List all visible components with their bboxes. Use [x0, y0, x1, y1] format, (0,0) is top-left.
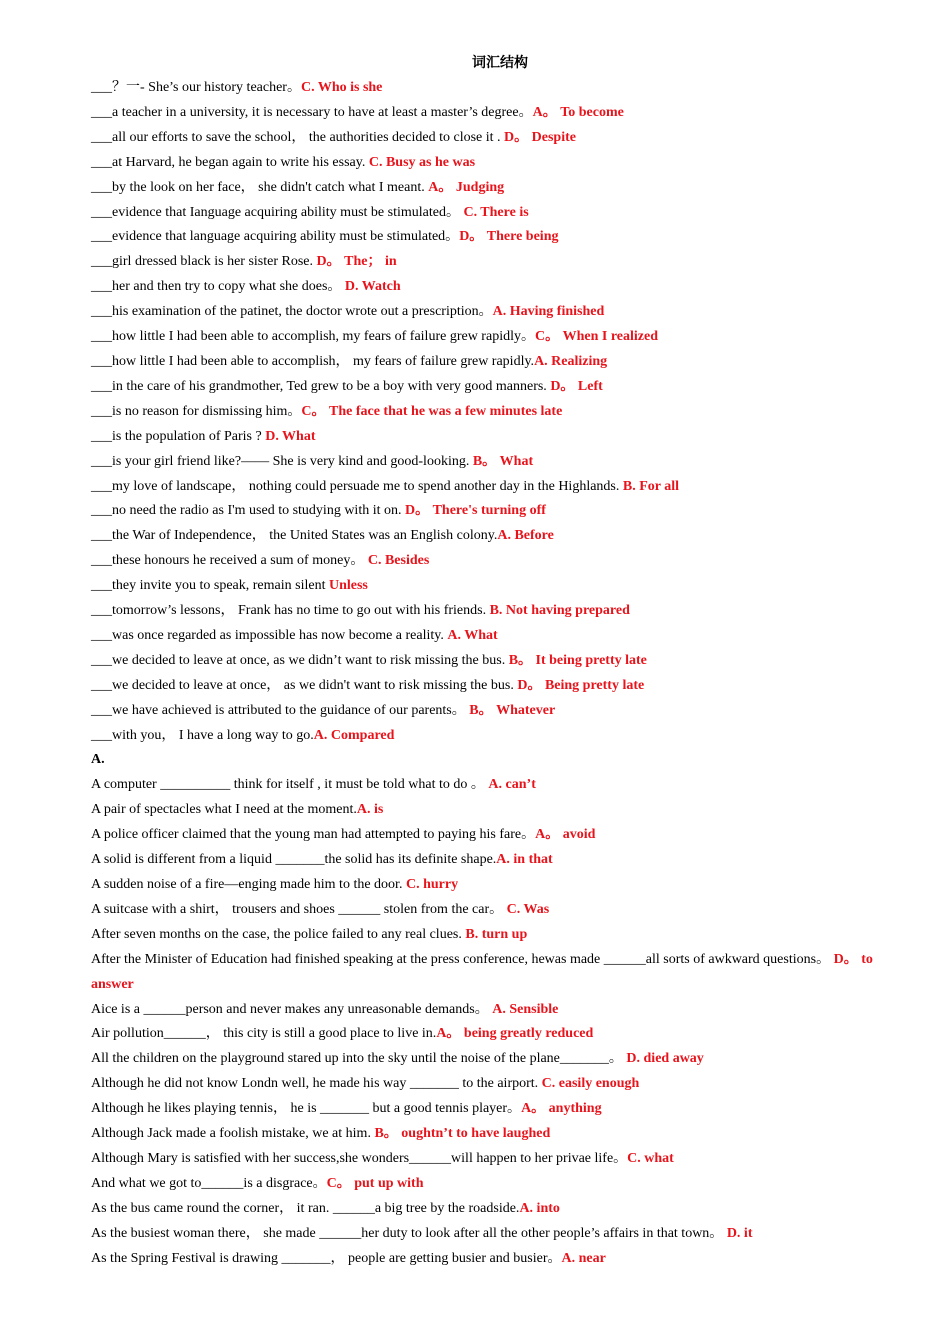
question-text: ___a teacher in a university, it is necessary to have at least a master’s degree。 [91, 104, 533, 120]
answer-text: A。 avoid [535, 827, 596, 843]
question-item [91, 898, 911, 923]
question-item [91, 574, 911, 599]
answer-text: D. it [726, 1225, 753, 1241]
question-text: A solid is different from a liquid _______the solid has its definite shape. [91, 852, 497, 868]
question-text: ___evidence that Ianguage acquiring ability must be stimulated。 [91, 204, 464, 220]
question-item [91, 450, 911, 475]
answer-text: D。 Being pretty late [517, 677, 645, 693]
question-text: As the Spring Festival is drawing _______， people are getting busier and busier。 [91, 1250, 562, 1266]
question-text: ___his examination of the patinet, the doctor wrote out a prescription。 [91, 304, 493, 320]
question-text: Although Jack made a foolish mistake, we at him. [91, 1126, 375, 1142]
question-text: ___？一- She’s our history teacher。 [91, 80, 301, 95]
question-item [91, 524, 911, 549]
question-text: ___is the population of Paris ? [91, 428, 266, 444]
answer-text: A. Sensible [492, 1001, 559, 1017]
section-heading: A. [91, 752, 105, 768]
question-text: A computer __________ think for itself , it must be told what to do 。 [91, 777, 489, 793]
question-item [91, 350, 911, 375]
answer-text: B。 Whatever [469, 702, 556, 718]
question-text: After the Minister of Education had finished speaking at the press conference, hewas made ______all sorts of awkward questions。 [91, 951, 834, 967]
question-text: A sudden noise of a fire—enging made him to the door. [91, 877, 406, 892]
question-text: And what we got to______is a disgrace。 [91, 1175, 327, 1191]
answer-text: B。 It being pretty late [508, 652, 647, 668]
question-item [91, 151, 911, 176]
question-item [91, 425, 911, 450]
question-item [91, 674, 911, 699]
answer-text: D。 There's turning off [404, 503, 546, 519]
answer-text: A。 being greatly reduced [436, 1026, 594, 1042]
answer-text: C. Besides [367, 553, 430, 569]
question-text: As the bus came round the corner， it ran. ______a big tree by the roadside. [91, 1200, 520, 1216]
answer-text: C. easily enough [541, 1076, 640, 1092]
question-item [91, 1147, 911, 1172]
question-item [91, 624, 911, 649]
answer-text: A. Before [497, 528, 554, 544]
answer-text: D. died away [626, 1051, 704, 1067]
answer-text: C. Busy as he was [368, 154, 476, 170]
question-text: Although he did not know Londn well, he made his way _______ to the airport. [91, 1076, 542, 1092]
question-text: ___evidence that language acquiring ability must be stimulated。 [91, 229, 460, 245]
answer-text: C。 put up with [326, 1175, 424, 1191]
question-text: ___these honours he received a sum of money。 [91, 553, 368, 569]
answer-text: B. For all [622, 478, 680, 494]
question-item [91, 1247, 911, 1272]
question-text: Air pollution______， this city is still a good place to live in. [91, 1026, 437, 1042]
question-item [91, 225, 911, 250]
question-text: A suitcase with a shirt， trousers and shoes ______ stolen from the car。 [91, 901, 507, 917]
question-item [91, 126, 911, 151]
question-text: ___how little I had been able to accomplish， my fears of failure grew rapidly. [91, 353, 535, 369]
question-text: ___we decided to leave at once， as we didn't want to risk missing the bus. [91, 677, 518, 693]
question-item [91, 599, 911, 624]
answer-text: A。 To become [532, 104, 624, 120]
answer-text: B。 What [472, 453, 534, 469]
question-text: ___how little I had been able to accomplish, my fears of failure grew rapidly。 [91, 329, 535, 345]
answer-text: B。 oughtn’t to have laughed [374, 1126, 551, 1142]
answer-text: Unless [328, 578, 368, 594]
question-text: ___we decided to leave at once, as we didn’t want to risk missing the bus. [91, 652, 509, 668]
answer-text: C. Was [506, 901, 550, 917]
question-item [91, 275, 911, 300]
answer-text: D。 Left [550, 378, 603, 394]
question-item [91, 649, 911, 674]
question-item [91, 1172, 911, 1197]
question-text: After seven months on the case, the police failed to any real clues. [91, 926, 466, 942]
question-text: ___in the care of his grandmother, Ted grew to be a boy with very good manners. [91, 378, 551, 394]
answer-text: D。 There being [459, 229, 559, 245]
answer-text: A. What [447, 627, 498, 643]
question-item [91, 499, 911, 524]
question-item [91, 998, 911, 1023]
answer-text: D. What [265, 428, 316, 444]
answer-text: A. into [519, 1200, 560, 1216]
question-text: ___we have achieved is attributed to the guidance of our parents。 [91, 702, 470, 718]
question-text: ___the War of Independence， the United States was an English colony. [91, 528, 498, 544]
question-text: As the busiest woman there， she made ______her duty to look after all the other people’s affairs in that town。 [91, 1225, 727, 1241]
question-item [91, 101, 911, 126]
answer-text: A. near [561, 1250, 606, 1266]
answer-text: C. hurry [405, 877, 459, 892]
question-text: ___is no reason for dismissing him。 [91, 403, 302, 419]
question-text: A police officer claimed that the young man had attempted to paying his fare。 [91, 827, 536, 843]
answer-text: A。 anything [521, 1101, 602, 1117]
question-item [91, 1047, 911, 1072]
question-list [91, 76, 911, 748]
question-text: ___my love of landscape， nothing could persuade me to spend another day in the Highlands. [91, 478, 623, 494]
question-item [91, 201, 911, 226]
question-text: ___girl dressed black is her sister Rose. [91, 254, 317, 270]
answer-text: C。 The face that he was a few minutes late [301, 403, 563, 419]
question-text: A pair of spectacles what I need at the moment. [91, 802, 357, 818]
question-item [91, 1072, 911, 1097]
question-item [91, 823, 911, 848]
document-page [91, 52, 911, 1272]
question-item [91, 699, 911, 724]
question-list-a [91, 773, 911, 1271]
question-text: ___was once regarded as impossible has now become a reality. [91, 627, 448, 643]
question-item [91, 873, 911, 898]
question-item [91, 1122, 911, 1147]
question-text: ___they invite you to speak, remain silent [91, 578, 329, 594]
answer-text: A. Having finished [492, 304, 605, 320]
question-item [91, 948, 911, 998]
page-title: 词汇结构 [472, 56, 528, 71]
question-item [91, 549, 911, 574]
question-text: ___at Harvard, he began again to write his essay. [91, 154, 369, 170]
question-item [91, 1222, 911, 1247]
question-item [91, 176, 911, 201]
question-text: ___by the look on her face， she didn't catch what I meant. [91, 179, 429, 195]
question-text: All the children on the playground stared up into the sky until the noise of the plane_______。 [91, 1051, 627, 1067]
answer-text: A. Realizing [534, 353, 608, 369]
question-item [91, 325, 911, 350]
answer-text: A. in that [496, 852, 553, 868]
question-item [91, 923, 911, 948]
answer-text: B. turn up [465, 926, 528, 942]
question-text: ___no need the radio as I'm used to studying with it on. [91, 503, 405, 519]
question-text: ___is your girl friend like?—— She is very kind and good-looking. [91, 453, 473, 469]
question-text: Although Mary is satisfied with her success,she wonders______will happen to her privae life。 [91, 1150, 628, 1166]
answer-text: B. Not having prepared [489, 603, 630, 619]
answer-text: C. There is [463, 204, 529, 220]
question-text: ___her and then try to copy what she does。 [91, 279, 345, 295]
question-item [91, 375, 911, 400]
answer-text: A. can’t [488, 777, 536, 793]
question-text: ___tomorrow’s lessons， Frank has no time to go out with his friends. [91, 603, 490, 619]
answer-text: A. Compared [313, 727, 395, 743]
question-item [91, 1197, 911, 1222]
question-item [91, 400, 911, 425]
answer-text: C. Who is she [300, 80, 383, 95]
answer-text: C。 When I realized [534, 329, 658, 345]
question-text: ___with you， I have a long way to go. [91, 727, 314, 743]
answer-text: D。 Despite [504, 129, 576, 145]
question-text: Aice is a ______person and never makes any unreasonable demands。 [91, 1001, 493, 1017]
question-item [91, 1022, 911, 1047]
answer-text: A。 Judging [428, 179, 505, 195]
question-item [91, 848, 911, 873]
question-item [91, 724, 911, 749]
answer-text: A. is [356, 802, 384, 818]
question-item [91, 76, 911, 101]
question-item [91, 798, 911, 823]
question-text: Although he likes playing tennis， he is _______ but a good tennis player。 [91, 1101, 522, 1117]
question-item [91, 250, 911, 275]
answer-text: D。 The； in [316, 254, 397, 270]
answer-text: C. what [627, 1150, 674, 1166]
question-text: ___all our efforts to save the school， the authorities decided to close it . [91, 129, 505, 145]
question-item [91, 773, 911, 798]
answer-text: D。 to answer [91, 951, 873, 992]
question-item [91, 475, 911, 500]
question-item [91, 300, 911, 325]
question-item [91, 1097, 911, 1122]
answer-text: D. Watch [344, 279, 401, 295]
